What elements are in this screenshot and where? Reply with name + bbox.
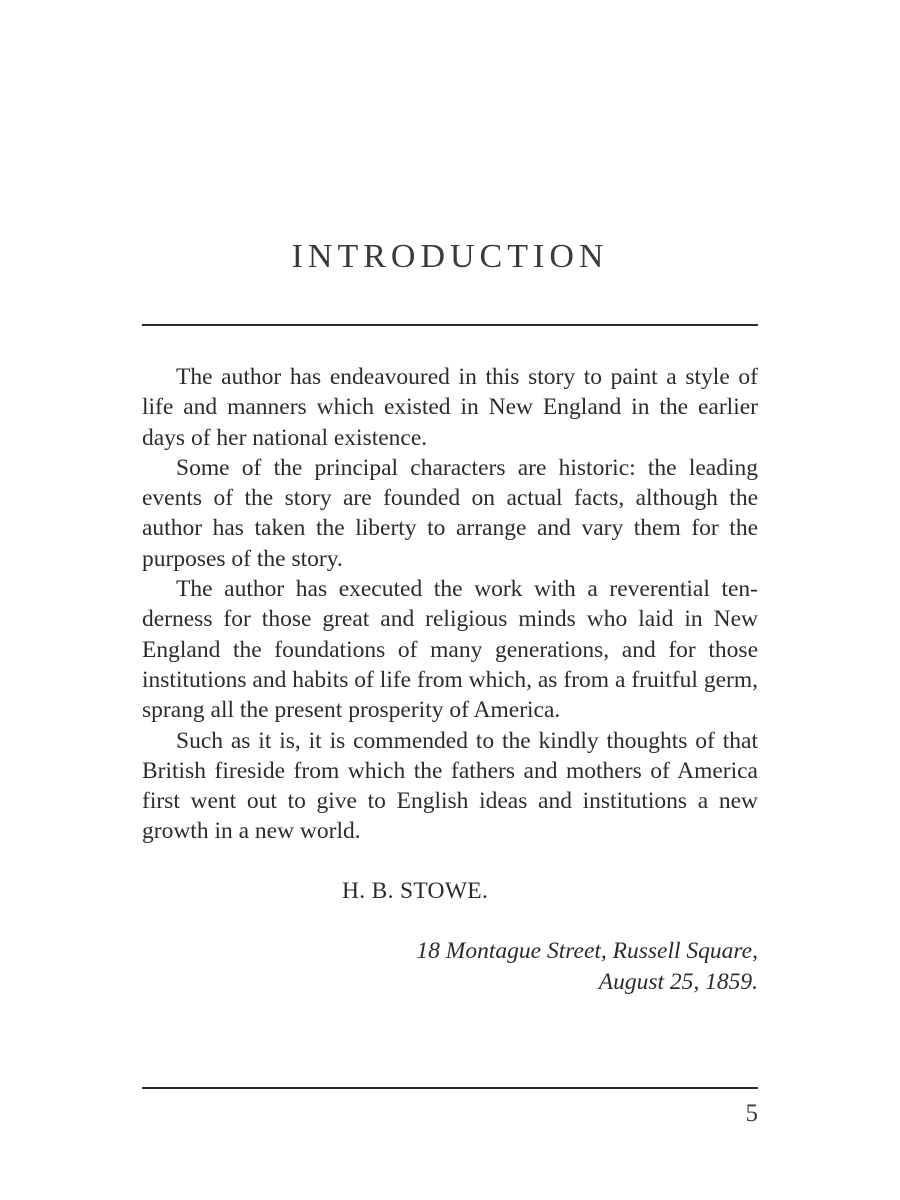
date-line: August 25, 1859. [598,969,758,995]
address-line: 18 Montague Street, Russell Square, [416,938,758,964]
page-number: 5 [745,1100,758,1127]
introduction-body [142,362,758,847]
paragraph-4: Such as it is, it is commended to the kindly thoughts of that British fireside from which the fathers and mothers of America first went out to give to English ideas and institutions a new growth in a new world. [142,727,758,845]
paragraph-2: Some of the principal characters are historic: the leading events of the story are founded on actual facts, although the author has taken the liberty to arrange and vary them for the purposes of the story. [142,454,758,572]
author-signature: H. B. STOWE. [342,878,489,904]
chapter-title: INTRODUCTION [291,238,609,275]
dateline [258,936,758,998]
paragraph-1: The author has endeavoured in this story to paint a style of life and manners which existed in New England in the earlier days of her national existence. [142,364,758,451]
top-rule [142,324,758,326]
bottom-rule [142,1087,758,1089]
paragraph-3: The author has executed the work with a reverential tenderness for those great and religious minds who laid in New England the foundations of many generations, and for those institutions and habits of life from which, as from a fruitful germ, sprang all the present prosperity of America. [142,576,758,724]
